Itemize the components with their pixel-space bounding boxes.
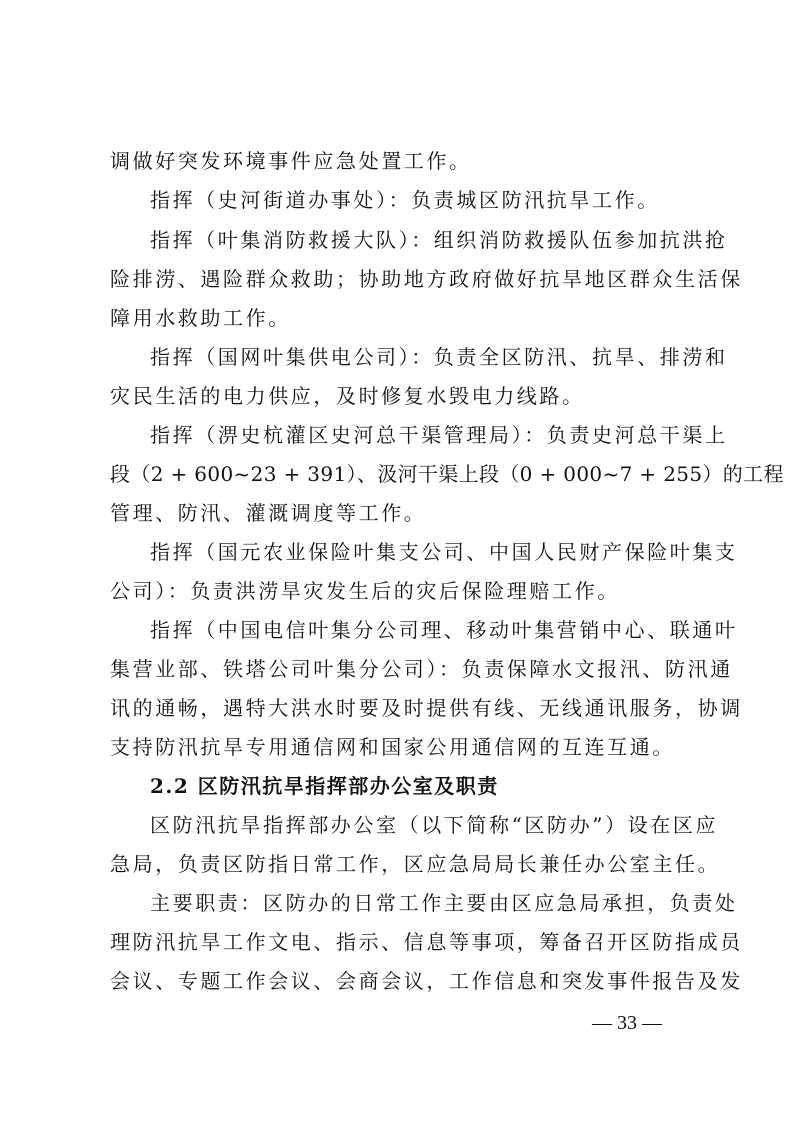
text-line-21: 理防汛抗旱工作文电、指示、信息等事项，筹备召开区防指成员 bbox=[110, 930, 743, 954]
text-line-9: 段（2 + 600~23 + 391）、汲河干渠上段（0 + 000~7 + 255）的工程 bbox=[110, 462, 784, 486]
text-line-8: 指挥（淠史杭灌区史河总干渠管理局）：负责史河总干渠上 bbox=[150, 423, 728, 447]
text-line-6: 指挥（国网叶集供电公司）：负责全区防汛、抗旱、排涝和 bbox=[150, 345, 728, 369]
text-line-16: 支持防汛抗旱专用通信网和国家公用通信网的互连互通。 bbox=[110, 735, 675, 759]
text-line-12: 公司）：负责洪涝旱灾发生后的灾后保险理赔工作。 bbox=[110, 579, 620, 603]
text-line-5: 障用水救助工作。 bbox=[110, 306, 291, 330]
text-line-14: 集营业部、铁塔公司叶集分公司）：负责保障水文报汛、防汛通 bbox=[110, 657, 733, 681]
text-line-22: 会议、专题工作会议、会商会议，工作信息和突发事件报告及发 bbox=[110, 969, 743, 993]
text-line-1: 调做好突发环境事件应急处置工作。 bbox=[110, 149, 472, 173]
text-line-7: 灾民生活的电力供应，及时修复水毁电力线路。 bbox=[110, 384, 585, 408]
text-line-10: 管理、防汛、灌溉调度等工作。 bbox=[110, 501, 427, 525]
text-line-19: 急局，负责区防指日常工作，区应急局局长兼任办公室主任。 bbox=[110, 852, 721, 876]
text-line-20: 主要职责：区防办的日常工作主要由区应急局承担，负责处 bbox=[150, 891, 738, 915]
text-line-13: 指挥（中国电信叶集分公司理、移动叶集营销中心、联通叶 bbox=[150, 618, 738, 642]
text-line-18: 区防汛抗旱指挥部办公室（以下简称“区防办”）设在区应 bbox=[150, 813, 719, 837]
page-number: — 33 — bbox=[592, 1012, 662, 1034]
text-line-4: 险排涝、遇险群众救助；协助地方政府做好抗旱地区群众生活保 bbox=[110, 267, 743, 291]
text-line-11: 指挥（国元农业保险叶集支公司、中国人民财产保险叶集支 bbox=[150, 540, 738, 564]
text-line-2: 指挥（史河街道办事处）：负责城区防汛抗旱工作。 bbox=[150, 188, 660, 212]
text-line-3: 指挥（叶集消防救援大队）：组织消防救援队伍参加抗洪抢 bbox=[150, 228, 728, 252]
text-line-15: 讯的通畅，遇特大洪水时要及时提供有线、无线通讯服务，协调 bbox=[110, 696, 743, 720]
section-heading: 2.2 区防汛抗旱指挥部办公室及职责 bbox=[150, 774, 499, 798]
